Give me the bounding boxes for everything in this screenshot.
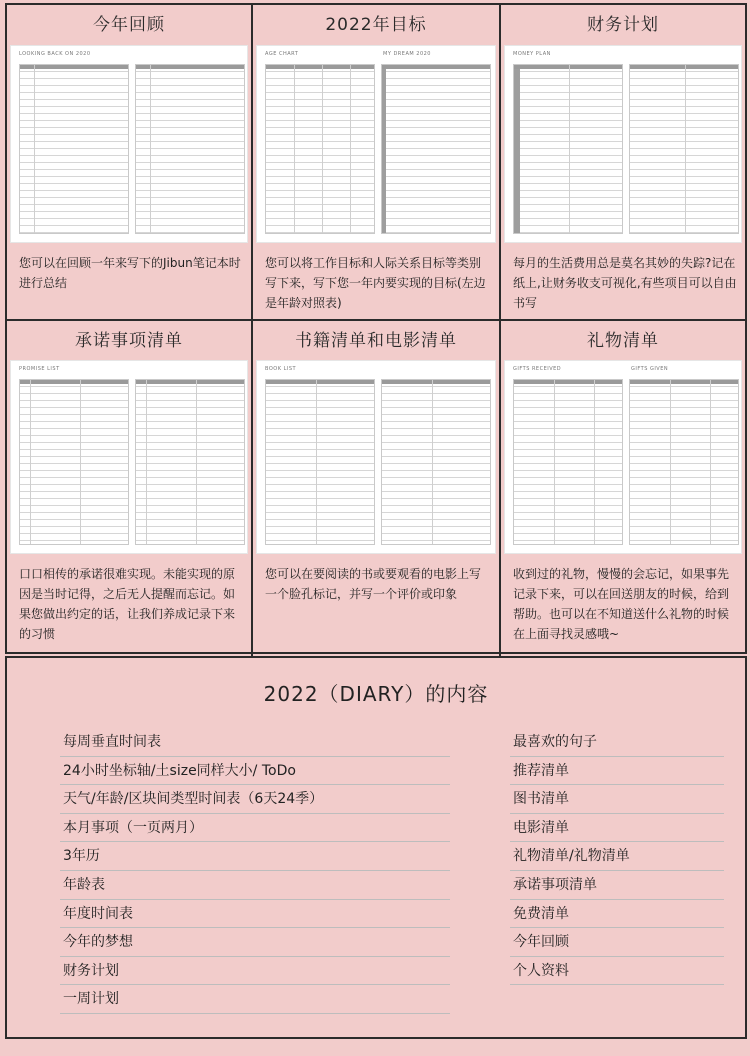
diary-contents-section xyxy=(5,656,747,1039)
list-item: 年度时间表 xyxy=(60,900,450,929)
cell-title: 礼物清单 xyxy=(587,331,659,351)
diary-contents-left-list xyxy=(60,728,450,1014)
list-item: 礼物清单/礼物清单 xyxy=(510,842,724,871)
cell-description: 口口相传的承诺很难实现。未能实现的原因是当时记得，之后无人提醒而忘记。如果您做出约定的话，让我们养成记录下来的习惯 xyxy=(19,567,236,641)
thumbnail-left-page xyxy=(265,379,375,545)
thumbnail-label: MONEY PLAN xyxy=(513,51,551,57)
cell-title: 今年回顾 xyxy=(93,15,165,35)
page-thumbnail xyxy=(11,46,247,242)
thumbnail-right-page xyxy=(381,64,491,234)
thumbnail-left-page xyxy=(513,64,623,234)
thumbnail-right-page xyxy=(381,379,491,545)
page-thumbnail xyxy=(505,361,741,553)
list-item: 天气/年龄/区块间类型时间表（6天24季） xyxy=(60,785,450,814)
list-item: 图书清单 xyxy=(510,785,724,814)
list-item: 最喜欢的句子 xyxy=(510,728,724,757)
list-item: 承诺事项清单 xyxy=(510,871,724,900)
list-item: 今年的梦想 xyxy=(60,928,450,957)
list-item: 一周计划 xyxy=(60,985,450,1014)
thumbnail-right-page xyxy=(135,379,245,545)
list-item: 今年回顾 xyxy=(510,928,724,957)
list-item: 年龄表 xyxy=(60,871,450,900)
thumbnail-left-page xyxy=(265,64,375,234)
thumbnail-label: BOOK LIST xyxy=(265,366,297,372)
feature-cell-gifts xyxy=(501,321,745,656)
cell-description: 您可以将工作目标和人际关系目标等类别写下来，写下您一年内要实现的目标(左边是年龄对照表) xyxy=(265,256,486,310)
list-item: 电影清单 xyxy=(510,814,724,843)
diary-title: 2022（DIARY）的内容 xyxy=(263,682,489,706)
list-item: 免费清单 xyxy=(510,900,724,929)
feature-cell-review xyxy=(7,5,253,321)
list-item: 个人资料 xyxy=(510,957,724,986)
list-item: 本月事项（一页两月） xyxy=(60,814,450,843)
cell-description: 您可以在要阅读的书或要观看的电影上写一个脸孔标记，并写一个评价或印象 xyxy=(265,567,482,601)
list-item: 3年历 xyxy=(60,842,450,871)
cell-title: 书籍清单和电影清单 xyxy=(295,331,457,351)
thumbnail-label: LOOKING BACK ON 2020 xyxy=(19,51,91,57)
cell-title: 承诺事项清单 xyxy=(75,331,183,351)
cell-description: 每月的生活费用总是莫名其妙的失踪?记在纸上,让财务收支可视化,有些项目可以自由书写 xyxy=(513,256,737,310)
cell-description: 收到过的礼物，慢慢的会忘记，如果事先记录下来，可以在回送朋友的时候，给到帮助。也可以在不知道送什么礼物的时候在上面寻找灵感哦~ xyxy=(513,567,730,641)
feature-cell-promise xyxy=(7,321,253,656)
thumbnail-right-page xyxy=(629,64,739,234)
thumbnail-label: AGE CHART xyxy=(265,51,299,57)
cell-description: 您可以在回顾一年来写下的Jibun笔记本时进行总结 xyxy=(19,256,241,290)
page-thumbnail xyxy=(11,361,247,553)
diary-contents-right-list xyxy=(510,728,724,985)
list-item: 推荐清单 xyxy=(510,757,724,786)
thumbnail-left-page xyxy=(19,379,129,545)
feature-cell-finance xyxy=(501,5,745,321)
feature-cell-goals xyxy=(253,5,501,321)
thumbnail-label: GIFTS RECEIVED xyxy=(513,366,562,372)
page-thumbnail xyxy=(257,361,495,553)
thumbnail-left-page xyxy=(513,379,623,545)
list-item: 财务计划 xyxy=(60,957,450,986)
feature-grid xyxy=(5,3,747,654)
thumbnail-right-page xyxy=(135,64,245,234)
list-item: 24小时坐标轴/土size同样大小/ ToDo xyxy=(60,757,450,786)
list-item: 每周垂直时间表 xyxy=(60,728,450,757)
feature-cell-books-movies xyxy=(253,321,501,656)
page-thumbnail xyxy=(257,46,495,242)
thumbnail-label-right: GIFTS GIVEN xyxy=(631,366,669,372)
thumbnail-left-page xyxy=(19,64,129,234)
cell-title: 财务计划 xyxy=(587,15,659,35)
page-thumbnail xyxy=(505,46,741,242)
thumbnail-label-right: MY DREAM 2020 xyxy=(383,51,431,57)
thumbnail-label: PROMISE LIST xyxy=(19,366,60,372)
thumbnail-right-page xyxy=(629,379,739,545)
cell-title: 2022年目标 xyxy=(325,15,427,35)
